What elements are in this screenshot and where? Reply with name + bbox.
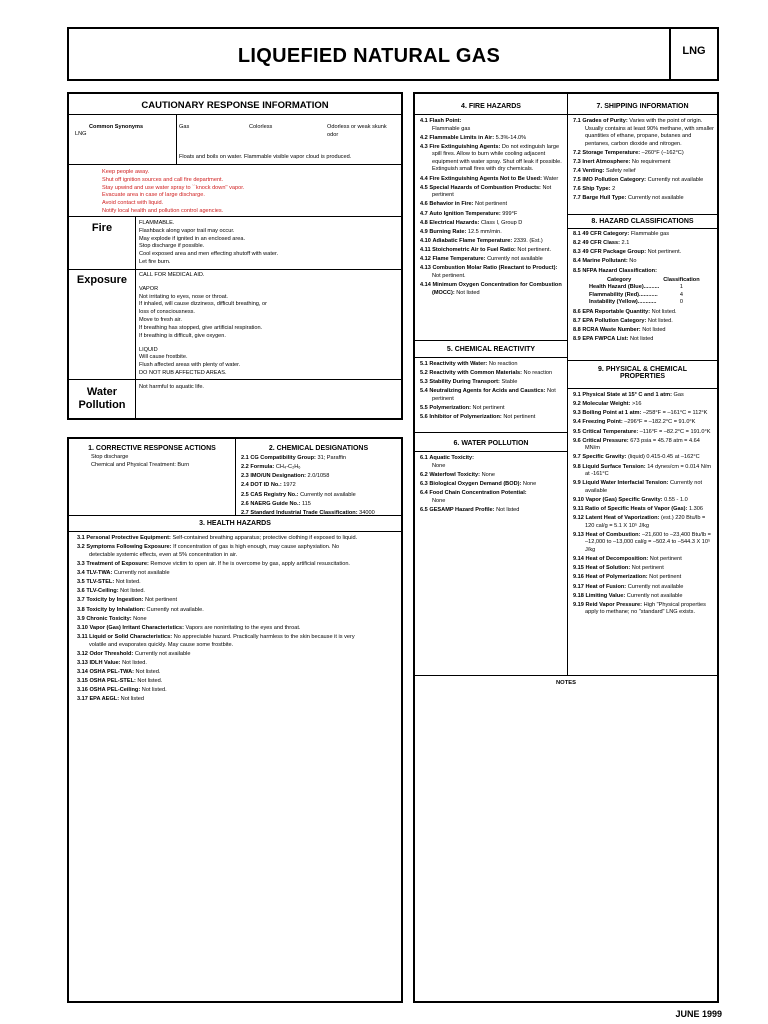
health-item: 3.16 OSHA PEL-Ceiling: Not listed. — [77, 687, 167, 694]
notes-title: NOTES — [556, 680, 576, 686]
physical-color: Colorless — [249, 124, 273, 130]
health-item: 3.15 OSHA PEL-STEL: Not listed. — [77, 678, 163, 685]
health-item: 3.8 Toxicity by Inhalation: Currently not available. — [77, 606, 204, 613]
designations-title: 2. CHEMICAL DESIGNATIONS — [268, 445, 369, 452]
water-pollution-list: 6.1 Aquatic Toxicity: None 6.2 Waterfowl Toxicity: None 6.3 Biological Oxygen Demand (BOD): None 6.4 Food Chain Concentration Potential: None 6.5 GESAMP Hazard Profile: Not listed — [420, 455, 537, 513]
shipping-list: 7.1 Grades of Purity: Varies with the point of origin. Usually contains at least 90% methane, with smaller quantities of ethane, propane, butanes and pentanes, carbon dioxide and nitrogen. 7.2 Storage Temperature: –260°F (–162°C) 7.3 Inert Atmosphere: No requirement 7.4 Venting: Safety relief 7.5 IMO Pollution Category: Currently not available 7.6 Ship Type: 2 7.7 Barge Hull Type: Currently not available — [573, 118, 715, 202]
health-item: 3.17 EPA AEGL: Not listed — [77, 696, 144, 703]
designation-item: 2.6 NAERG Guide No.: 115 — [241, 500, 311, 507]
sections-1-3-box — [67, 437, 403, 1003]
health-item: 3.5 TLV-STEL: Not listed. — [77, 579, 141, 586]
properties-list: 9.1 Physical State at 15° C and 1 atm: Gas 9.2 Molecular Weight: >16 9.3 Boiling Point at 1 atm: –258°F = –161°C = 112°K 9.4 Freezing Point: –296°F = –182.2°C = 91.0°K 9.5 Critical Temperature: –116°F = –82.2°C = 191.0°K 9.6 Critical Pressure: 673 psia = 45.78 atm = 4.64 MN/m 9.7 Specific Gravity: (liquid) 0.415-0.45 at –162°C 9.8 Liquid Surface Tension: 14 dynes/cm = 0.014 N/m at -161°C 9.9 Liquid Water Interfacial Tension: Currently not available 9.10 Vapor (Gas) Specific Gravity: 0.55 - 1.0 9.11 Ratio of Specific Heats of Vapor (Gas): 1.306 9.12 Latent Heat of Vaporization: (est.) 220 Btu/lb = 120 cal/g = 5.1 X 10⁵ J/kg 9.13 Heat of Combustion: –21,600 to –23,400 Btu/lb = –12,000 to –13,000 cal/g = –502.4 to –544.3 X 10⁵ J/kg 9.14 Heat of Decomposition: Not pertinent 9.15 Heat of Solution: Not pertinent 9.16 Heat of Polymerization: Not pertinent 9.17 Heat of Fusion: Currently not available 9.18 Limiting Value: Currently not available 9.19 Reid Vapor Pressure: High "Physical properties apply to methane; no "standard" LNG exists. — [573, 392, 712, 616]
health-item: 3.2 Symptoms Following Exposure: If concentration of gas is high enough, may cause asphyxiation. No detectable systemic effects, even at 5% concentration in air. — [77, 544, 340, 558]
properties-title: 9. PHYSICAL & CHEMICAL PROPERTIES — [598, 366, 687, 380]
corrective-actions: Stop discharge Chemical and Physical Treatment: Burn — [91, 454, 190, 468]
health-item: 3.14 OSHA PEL-TWA: Not listed. — [77, 668, 161, 675]
synonym-value: LNG — [75, 131, 87, 137]
health-item: 3.9 Chronic Toxicity: None — [77, 615, 147, 622]
designation-item: 2.5 CAS Registry No.: Currently not available — [241, 491, 356, 498]
health-title: 3. HEALTH HAZARDS — [199, 520, 271, 527]
physical-odor: Odorless or weak skunk odor — [327, 124, 387, 138]
designation-item: 2.7 Standard Industrial Trade Classification: 34000 — [241, 509, 375, 516]
fire-hazards-list: 4.1 Flash Point: Flammable gas 4.2 Flammable Limits in Air: 5.3%-14.0% 4.3 Fire Extinguishing Agents: Do not extinguish large spill fires. Allow to burn while cooling adjacent equipment with water spray. Shut off leak if possible. Extinguish small fires with dry chemicals. 4.4 Fire Extinguishing Agents Not to Be Used: Water 4.5 Special Hazards of Combustion Products: Not pertinent 4.6 Behavior in Fire: Not pertinent 4.7 Auto Ignition Temperature: 999°F 4.8 Electrical Hazards: Class I, Group D 4.9 Burning Rate: 12.5 mm/min. 4.10 Adiabatic Flame Temperature: 2339. (Est.) 4.11 Stoichometric Air to Fuel Ratio: Not pertinent. 4.12 Flame Temperature: Currently not available 4.13 Combustion Molar Ratio (Reactant to Product): Not pertinent. 4.14 Minimum Oxygen Concentration for Combustion (MOCC): Not listed — [420, 118, 562, 296]
fire-label: Fire — [91, 222, 113, 234]
health-list — [77, 535, 363, 705]
corrective-title: 1. CORRECTIVE RESPONSE ACTIONS — [88, 445, 216, 452]
health-item: 3.12 Odor Threshold: Currently not available — [77, 650, 191, 657]
exposure-label: Exposure — [76, 274, 128, 286]
health-item: 3.7 Toxicity by Ingestion: Not pertinent — [77, 597, 178, 604]
synonyms-label: Common Synonyms — [89, 124, 144, 130]
health-item: 3.11 Liquid or Solid Characteristics: No appreciable hazard. Practically harmless to the skin because it is very volatile and evaporates quickly. May cause some frostbite. — [77, 633, 355, 648]
footer-date: JUNE 1999 — [675, 1009, 722, 1019]
designations-list — [241, 455, 399, 519]
classifications-title: 8. HAZARD CLASSIFICATIONS — [591, 218, 694, 225]
cautionary-actions: Keep people away. Shut off ignition sources and call fire department. Stay upwind and use water spray to ``knock down'' vapor. Evacuate area in case of large discharge. Avoid contact with liquid. Notify local health and pollution control agencies. — [102, 169, 245, 215]
health-item: 3.13 IDLH Value: Not listed. — [77, 659, 147, 666]
designation-item: 2.2 Formula: CH₄-C₂H₆ — [241, 464, 301, 471]
chemical-code: LNG — [682, 45, 706, 57]
physical-form: Gas — [179, 124, 190, 130]
exposure-instructions: CALL FOR MEDICAL AID. VAPOR Not irritating to eyes, nose or throat. If inhaled, will cause dizziness, difficult breathing, or loss of consciousness. Move to fresh air. If breathing has stopped, give artificial respiration. If breathing is difficult, give oxygen. LIQUID Will cause frostbite. Flush affected areas with plenty of water. DO NOT RUB AFFECTED AREAS. — [139, 272, 267, 377]
page-title: LIQUEFIED NATURAL GAS — [237, 45, 501, 67]
nfpa-table: Category Classification Health Hazard (Blue).......... 1 Flammability (Red)............ 4 Instability (Yellow)............ 0 — [589, 276, 700, 306]
fire-hazards-title: 4. FIRE HAZARDS — [461, 103, 521, 110]
reactivity-list: 5.1 Reactivity with Water: No reaction 5.2 Reactivity with Common Materials: No reaction 5.3 Stability During Transport: Stable 5.4 Neutralizing Agents for Acids and Caustics: Not pertinent 5.5 Polymerization: Not pertinent 5.6 Inhibitor of Polymerization: Not pertinent — [420, 361, 556, 421]
designation-item: 2.1 CG Compatibility Group: 31; Paraffin — [241, 455, 346, 461]
health-item: 3.4 TLV-TWA: Currently not available — [77, 569, 170, 576]
float-note: Floats and boils on water. Flammable visible vapor cloud is produced. — [179, 154, 352, 160]
water-pollution-label: Water Pollution — [78, 386, 126, 411]
health-item: 3.10 Vapor (Gas) Irritant Characteristics: Vapors are nonirritating to the eyes and throat. — [77, 624, 301, 631]
water-pollution-text: Not harmful to aquatic life. — [139, 384, 204, 390]
cautionary-title: CAUTIONARY RESPONSE INFORMATION — [141, 100, 329, 111]
cautionary-box — [67, 92, 403, 420]
designation-item: 2.3 IMO/UN Designation: 2.0/1058 — [241, 473, 330, 480]
reactivity-title: 5. CHEMICAL REACTIVITY — [446, 346, 536, 353]
sections-4-9-box — [413, 92, 719, 1003]
classifications-list: 8.1 49 CFR Category: Flammable gas 8.2 49 CFR Class: 2.1 8.3 49 CFR Package Group: Not pertinent. 8.4 Marine Pollutant: No 8.5 NFPA Hazard Classification: Category Classification Health Hazard (Blue).......... 1 Flammability (Red)............ 4 Instability (Yellow)............ 0 8.6 EPA Reportable Quantity: Not listed. 8.7 EPA Pollution Category: Not listed. 8.8 RCRA Waste Number: Not listed 8.9 EPA FWPCA List: Not listed — [573, 231, 700, 343]
water-pollution-title: 6. WATER POLLUTION — [453, 440, 529, 447]
health-item: 3.3 Treatment of Exposure: Remove victim to open air. If he is overcome by gas, apply artificial resuscitation. — [77, 560, 350, 567]
fire-instructions: FLAMMABLE. Flashback along vapor trail may occur. May explode if ignited in an enclosed area. Stop discharge if possible. Cool exposed area and men effecting shutoff with water. Let fire burn. — [139, 220, 279, 266]
shipping-title: 7. SHIPPING INFORMATION — [596, 103, 689, 110]
header-box — [67, 27, 719, 81]
health-item: 3.6 TLV-Ceiling: Not listed. — [77, 588, 145, 595]
designation-item: 2.4 DOT ID No.: 1972 — [241, 482, 296, 489]
health-item: 3.1 Personal Protective Equipment: Self-contained breathing apparatus; protective clothing if exposed to liquid. — [77, 535, 358, 541]
